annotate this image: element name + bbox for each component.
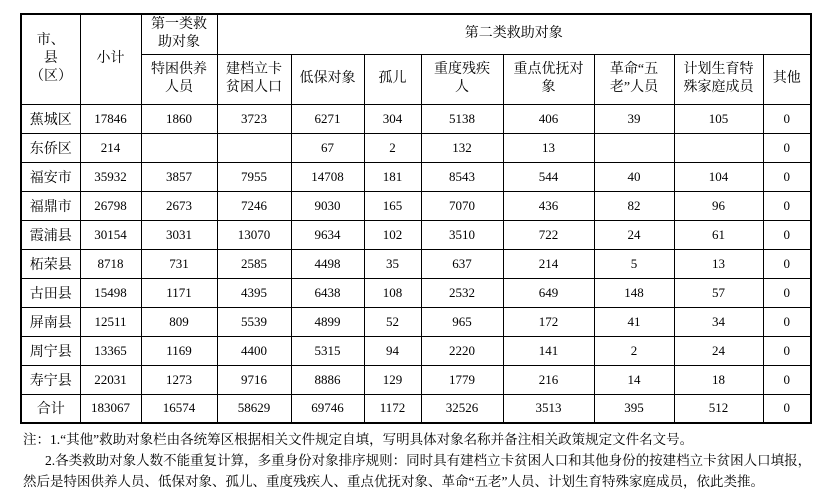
value-cell: 5 [594, 249, 674, 278]
value-cell: 4395 [217, 278, 291, 307]
value-cell: 181 [364, 162, 421, 191]
value-cell: 7246 [217, 191, 291, 220]
table-row [21, 365, 811, 394]
header-key-entitled-groups: 重点优抚对象 [503, 54, 594, 104]
value-cell [217, 133, 291, 162]
value-cell: 0 [763, 249, 811, 278]
value-cell: 1171 [141, 278, 217, 307]
value-cell: 67 [291, 133, 364, 162]
value-cell: 24 [594, 220, 674, 249]
header-orphans: 孤儿 [364, 54, 421, 104]
header-family-planning-special: 计划生育特殊家庭成员 [674, 54, 763, 104]
header-revolutionary-five-elders: 革命“五老”人员 [594, 54, 674, 104]
value-cell: 965 [421, 307, 503, 336]
value-cell: 105 [674, 104, 763, 133]
value-cell: 512 [674, 394, 763, 423]
value-cell: 544 [503, 162, 594, 191]
value-cell: 12511 [80, 307, 141, 336]
value-cell: 649 [503, 278, 594, 307]
value-cell: 214 [503, 249, 594, 278]
value-cell: 69746 [291, 394, 364, 423]
value-cell: 2585 [217, 249, 291, 278]
table-row [21, 249, 811, 278]
region-cell: 屏南县 [21, 307, 80, 336]
value-cell: 39 [594, 104, 674, 133]
value-cell: 4400 [217, 336, 291, 365]
value-cell: 183067 [80, 394, 141, 423]
value-cell: 0 [763, 191, 811, 220]
value-cell: 13070 [217, 220, 291, 249]
value-cell: 61 [674, 220, 763, 249]
value-cell: 13 [503, 133, 594, 162]
value-cell: 30154 [80, 220, 141, 249]
footnote-1: 注：1.“其他”救助对象栏由各统筹区根据相关文件规定自填，写明具体对象名称并备注相关政策规定文件名文号。 [23, 432, 694, 447]
value-cell: 0 [763, 162, 811, 191]
header-severe-disability: 重度残疾人 [421, 54, 503, 104]
value-cell: 0 [763, 365, 811, 394]
value-cell [594, 133, 674, 162]
value-cell: 58629 [217, 394, 291, 423]
region-cell: 柘荣县 [21, 249, 80, 278]
value-cell: 304 [364, 104, 421, 133]
value-cell: 4498 [291, 249, 364, 278]
table-header [21, 14, 811, 104]
region-cell: 蕉城区 [21, 104, 80, 133]
value-cell: 14 [594, 365, 674, 394]
table-row [21, 162, 811, 191]
value-cell: 436 [503, 191, 594, 220]
value-cell: 395 [594, 394, 674, 423]
value-cell: 52 [364, 307, 421, 336]
value-cell: 8543 [421, 162, 503, 191]
value-cell: 0 [763, 336, 811, 365]
value-cell: 0 [763, 104, 811, 133]
value-cell: 3031 [141, 220, 217, 249]
value-cell: 2 [594, 336, 674, 365]
value-cell: 18 [674, 365, 763, 394]
value-cell: 108 [364, 278, 421, 307]
header-subsistence-allowance: 低保对象 [291, 54, 364, 104]
value-cell: 809 [141, 307, 217, 336]
header-subtotal: 小计 [80, 14, 141, 104]
value-cell: 94 [364, 336, 421, 365]
value-cell [674, 133, 763, 162]
value-cell: 165 [364, 191, 421, 220]
table-row [21, 278, 811, 307]
value-cell: 32526 [421, 394, 503, 423]
value-cell: 637 [421, 249, 503, 278]
value-cell: 132 [421, 133, 503, 162]
header-category1: 第一类救助对象 [141, 14, 217, 54]
value-cell: 13365 [80, 336, 141, 365]
value-cell: 4899 [291, 307, 364, 336]
header-row-top [21, 14, 811, 54]
header-other: 其他 [763, 54, 811, 104]
value-cell: 1169 [141, 336, 217, 365]
value-cell: 2673 [141, 191, 217, 220]
value-cell: 0 [763, 307, 811, 336]
table-body [21, 104, 811, 423]
footnote-2: 2.各类救助对象人数不能重复计算，多重身份对象排序规则：同时具有建档立卡贫困人口和其他身份的按建档立卡贫困人口填报，然后是特困供养人员、低保对象、孤儿、重度残疾人、重点优抚对象、革命“五老”人员、计划生育特殊家庭成员，依此类推。 [23, 453, 812, 489]
header-extreme-poverty-support: 特困供养人员 [141, 54, 217, 104]
value-cell: 6271 [291, 104, 364, 133]
value-cell: 7955 [217, 162, 291, 191]
value-cell: 9716 [217, 365, 291, 394]
value-cell: 40 [594, 162, 674, 191]
value-cell: 9030 [291, 191, 364, 220]
value-cell: 0 [763, 133, 811, 162]
table-row [21, 307, 811, 336]
table-row [21, 104, 811, 133]
header-registered-poor-population: 建档立卡贫困人口 [217, 54, 291, 104]
value-cell: 5138 [421, 104, 503, 133]
assistance-statistics-table [20, 13, 812, 424]
region-cell: 古田县 [21, 278, 80, 307]
total-row [21, 394, 811, 423]
value-cell: 41 [594, 307, 674, 336]
value-cell: 5539 [217, 307, 291, 336]
table-row [21, 220, 811, 249]
value-cell: 82 [594, 191, 674, 220]
region-cell: 福安市 [21, 162, 80, 191]
value-cell: 17846 [80, 104, 141, 133]
value-cell: 3513 [503, 394, 594, 423]
value-cell: 5315 [291, 336, 364, 365]
value-cell: 16574 [141, 394, 217, 423]
value-cell: 8886 [291, 365, 364, 394]
value-cell: 6438 [291, 278, 364, 307]
value-cell: 1172 [364, 394, 421, 423]
table-row [21, 336, 811, 365]
value-cell: 2 [364, 133, 421, 162]
value-cell: 35 [364, 249, 421, 278]
region-cell: 合计 [21, 394, 80, 423]
value-cell: 0 [763, 394, 811, 423]
value-cell: 148 [594, 278, 674, 307]
value-cell [141, 133, 217, 162]
value-cell: 13 [674, 249, 763, 278]
value-cell: 0 [763, 278, 811, 307]
value-cell: 35932 [80, 162, 141, 191]
value-cell: 3510 [421, 220, 503, 249]
value-cell: 24 [674, 336, 763, 365]
value-cell: 2532 [421, 278, 503, 307]
value-cell: 57 [674, 278, 763, 307]
table-row [21, 133, 811, 162]
footnotes [20, 429, 812, 492]
value-cell: 26798 [80, 191, 141, 220]
value-cell: 0 [763, 220, 811, 249]
value-cell: 2220 [421, 336, 503, 365]
value-cell: 15498 [80, 278, 141, 307]
region-cell: 福鼎市 [21, 191, 80, 220]
value-cell: 172 [503, 307, 594, 336]
value-cell: 1273 [141, 365, 217, 394]
value-cell: 722 [503, 220, 594, 249]
value-cell: 3857 [141, 162, 217, 191]
value-cell: 214 [80, 133, 141, 162]
value-cell: 14708 [291, 162, 364, 191]
value-cell: 216 [503, 365, 594, 394]
value-cell: 731 [141, 249, 217, 278]
region-cell: 周宁县 [21, 336, 80, 365]
value-cell: 96 [674, 191, 763, 220]
header-category2: 第二类救助对象 [217, 14, 811, 54]
value-cell: 1779 [421, 365, 503, 394]
value-cell: 1860 [141, 104, 217, 133]
value-cell: 406 [503, 104, 594, 133]
value-cell: 22031 [80, 365, 141, 394]
table-row [21, 191, 811, 220]
region-cell: 寿宁县 [21, 365, 80, 394]
region-cell: 霞浦县 [21, 220, 80, 249]
value-cell: 102 [364, 220, 421, 249]
region-cell: 东侨区 [21, 133, 80, 162]
value-cell: 7070 [421, 191, 503, 220]
value-cell: 9634 [291, 220, 364, 249]
value-cell: 34 [674, 307, 763, 336]
value-cell: 129 [364, 365, 421, 394]
value-cell: 8718 [80, 249, 141, 278]
value-cell: 3723 [217, 104, 291, 133]
header-region: 市、县（区） [21, 14, 80, 104]
value-cell: 141 [503, 336, 594, 365]
value-cell: 104 [674, 162, 763, 191]
